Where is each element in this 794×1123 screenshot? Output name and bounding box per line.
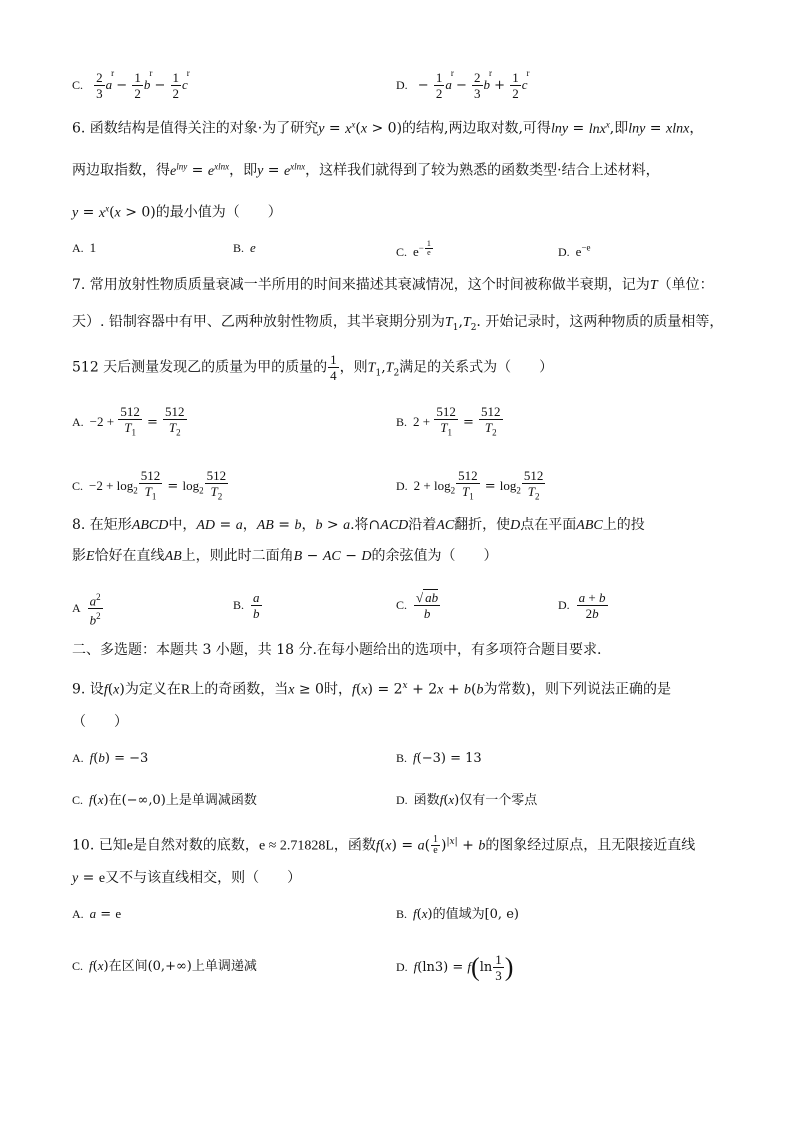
q7-line3: 512 天后测量发现乙的质量为甲的质量的 $\frac{1}{4}$ ，则$T_1,T_2$满足的关系式为（ ） — [72, 352, 554, 383]
q8-option-a[interactable]: A $\frac{a^2}{b^2}$ — [72, 592, 101, 628]
q7-line2: 天）. 铅制容器中有甲、乙两种放射性物质，其半衰期分别为$T_1,T_2$. 开始记录时，这两种物质的质量相等， — [72, 314, 724, 333]
q10-option-c[interactable]: C. f(x)在区间(0,+∞)上单调递减 — [72, 958, 257, 974]
q8-option-d[interactable]: D. $\frac{a + b}{2b}$ — [558, 590, 606, 621]
q7-option-b[interactable]: B. 2 + $\frac{512}{T_1}$ = $\frac{512}{T_2}$ — [396, 404, 501, 438]
q6-line2: 两边取指数，得$e^{lny} = e^{xlnx}$，即$y = e^{xlnx}$，这样我们就得到了较为熟悉的函数类型·结合上述材料， — [72, 161, 660, 179]
q7-option-d[interactable]: D. $2 + \log_2$ $\frac{512}{T_1}$ = $\log_2$ $\frac{512}{T_2}$ — [396, 468, 544, 502]
q9-line2: （ ） — [72, 714, 128, 730]
q10-option-d[interactable]: D. f(ln3) = f(ln $\frac{1}{3}$ ) — [396, 952, 514, 983]
q9-option-d[interactable]: D. 函数f(x)仅有一个零点 — [396, 792, 538, 808]
q6-line3: $y = x^x(x > 0)$的最小值为（ ） — [72, 203, 282, 221]
q10-option-a[interactable]: A. a = e — [72, 906, 122, 922]
q8-line2: 影E恰好在直线AB上，则此时二面角B − AC − D的余弦值为（ ） — [72, 548, 498, 564]
q6-option-b[interactable]: B. e — [233, 240, 256, 255]
q6-option-d[interactable]: D. $e^{-e}$ — [558, 243, 591, 260]
q9-option-b[interactable]: B. f(−3) = 13 — [396, 750, 482, 766]
q5-option-d[interactable]: D. − $\frac{1}{2}$ r a − $\frac{2}{3}$ r b + $\frac{1}{2}$ r c — [396, 70, 527, 101]
q5-option-c[interactable]: C. $\frac{2}{3}$ r a − $\frac{1}{2}$ r b − $\frac{1}{2}$ r c — [72, 70, 188, 101]
q10-line2: y = e又不与该直线相交，则（ ） — [72, 870, 302, 886]
q10-option-b[interactable]: B. f(x)的值域为[0, e) — [396, 906, 519, 922]
q10-line1: 10. 已知e是自然对数的底数，e ≈ 2.71828L，函数f(x) = a( $\frac{1}{e}$ )$^{|x|}$ + b的图象经过原点，且无限接近直线 — [72, 834, 696, 857]
q9-line1: 9. 设f(x)为定义在R上的奇函数，当x ≥ 0时，$f(x) = 2^x + 2x + b(b$为常数)，则下列说法正确的是 — [72, 681, 671, 698]
q8-option-b[interactable]: B. $\frac{a}{b}$ — [233, 590, 260, 621]
q7-option-a[interactable]: A. −2 + $\frac{512}{T_1}$ = $\frac{512}{T_2}$ — [72, 404, 185, 438]
q6-line1: 6. 函数结构是值得关注的对象·为了研究$y = x^x(x > 0)$的结构,两边取对数,可得lny = lnx$^x$,即lny = xlnx， — [72, 119, 704, 137]
q6-option-a[interactable]: A. 1 — [72, 240, 97, 255]
q9-option-a[interactable]: A. f(b) = −3 — [72, 750, 149, 766]
section-2-heading: 二、多选题：本题共 3 小题，共 18 分.在每小题给出的选项中，有多项符合题目要求. — [72, 642, 602, 658]
q9-option-c[interactable]: C. f(x)在(−∞,0)上是单调减函数 — [72, 792, 257, 808]
q7-option-c[interactable]: C. $-2 + \log_2$ $\frac{512}{T_1}$ = $\log_2$ $\frac{512}{T_2}$ — [72, 468, 227, 502]
q8-line1: 8. 在矩形ABCD中，AD = a，AB = b，b > a.将∩ACD沿着AC翻折，使D点在平面ABC上的投 — [72, 517, 645, 533]
q6-option-c[interactable]: C. $e^{- \frac{1}{e}}$ — [396, 239, 431, 260]
q7-line1: 7. 常用放射性物质质量衰减一半所用的时间来描述其衰减情况，这个时间被称做半衰期，记为T（单位： — [72, 277, 714, 293]
q8-option-c[interactable]: C. $\frac{√ ab}{b}$ — [396, 590, 439, 621]
